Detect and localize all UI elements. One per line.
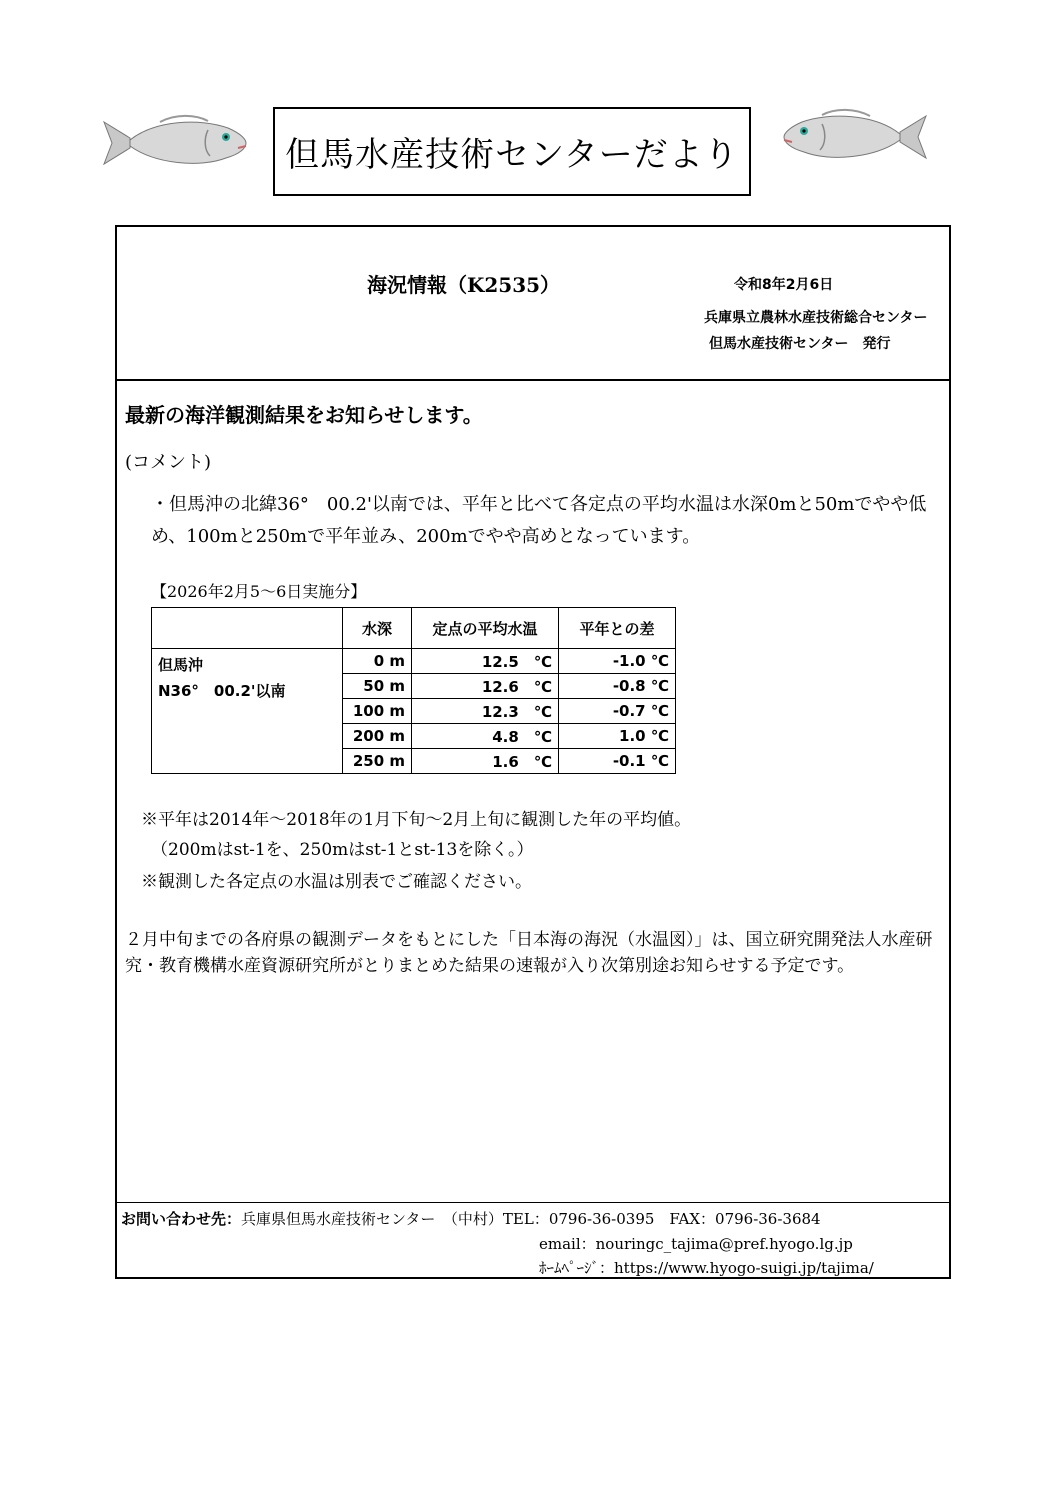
temp-cell: 4.8 ℃: [412, 724, 559, 749]
contact-homepage[interactable]: ﾎｰﾑﾍﾟｰｼﾞ：https://www.hyogo-suigi.jp/tajima/: [539, 1259, 874, 1277]
newsletter-title: 但馬水産技術センターだより: [273, 107, 751, 196]
fish-illustration-right: [780, 106, 930, 168]
comment-text: ・但馬沖の北緯36° 00.2'以南では、平年と比べて各定点の平均水温は水深0mと50mでやや低め、100mと250mで平年並み、200mでやや高めとなっています。: [151, 494, 927, 547]
issuer-line-2: 但馬水産技術センター 発行: [709, 336, 891, 352]
table-header-area: [152, 608, 343, 649]
table-header-row: [152, 608, 676, 649]
diff-cell: -0.8 ℃: [559, 674, 676, 699]
main-frame: [115, 225, 951, 1279]
table-header-temp: 定点の平均水温: [412, 608, 559, 649]
fish-illustration-left: [100, 112, 250, 174]
area-latitude: N36° 00.2'以南: [158, 682, 286, 700]
temperature-table: [151, 607, 676, 774]
note-see-table: ※観測した各定点の水温は別表でご確認ください。: [141, 872, 532, 892]
depth-cell: 0 m: [343, 649, 412, 674]
comment-label: (コメント): [125, 452, 212, 473]
diff-cell: -0.1 ℃: [559, 749, 676, 774]
document-title: 海況情報（K2535）: [367, 273, 561, 297]
contact-email[interactable]: email：nouringc_tajima@pref.hyogo.lg.jp: [539, 1235, 853, 1253]
table-header-diff: 平年との差: [559, 608, 676, 649]
header-divider: [117, 379, 949, 381]
temp-cell: 12.6 ℃: [412, 674, 559, 699]
diff-cell: -0.7 ℃: [559, 699, 676, 724]
depth-cell: 50 m: [343, 674, 412, 699]
issuer-line-1: 兵庫県立農林水産技術総合センター: [704, 310, 928, 326]
contact-label: お問い合わせ先：: [121, 1210, 242, 1228]
footer-divider: [117, 1202, 949, 1203]
temp-cell: 1.6 ℃: [412, 749, 559, 774]
issue-date: 令和8年2月6日: [734, 277, 834, 293]
note-exclusions: （200mはst-1を、250mはst-1とst-13を除く。）: [151, 840, 534, 860]
table-header-depth: 水深: [343, 608, 412, 649]
contact-details: 兵庫県但馬水産技術センター （中村）TEL：0796-36-0395 FAX：0796-36-3684: [241, 1210, 821, 1228]
area-cell: [152, 649, 343, 774]
temp-cell: 12.5 ℃: [412, 649, 559, 674]
depth-cell: 200 m: [343, 724, 412, 749]
temp-cell: 12.3 ℃: [412, 699, 559, 724]
survey-period: 【2026年2月5～6日実施分】: [151, 582, 367, 601]
diff-cell: 1.0 ℃: [559, 724, 676, 749]
area-name: 但馬沖: [158, 656, 204, 674]
note-normal-period: ※平年は2014年～2018年の1月下旬～2月上旬に観測した年の平均値。: [141, 810, 692, 830]
diff-cell: -1.0 ℃: [559, 649, 676, 674]
depth-cell: 250 m: [343, 749, 412, 774]
headline: 最新の海洋観測結果をお知らせします。: [125, 403, 483, 427]
forecast-paragraph: ２月中旬までの各府県の観測データをもとにした「日本海の海況（水温図）」は、国立研究開発法人水産研究・教育機構水産資源研究所がとりまとめた結果の速報が入り次第別途お知らせする予定です。: [125, 930, 933, 976]
contact-line: [121, 1208, 821, 1229]
depth-cell: 100 m: [343, 699, 412, 724]
table-row: [152, 649, 676, 674]
